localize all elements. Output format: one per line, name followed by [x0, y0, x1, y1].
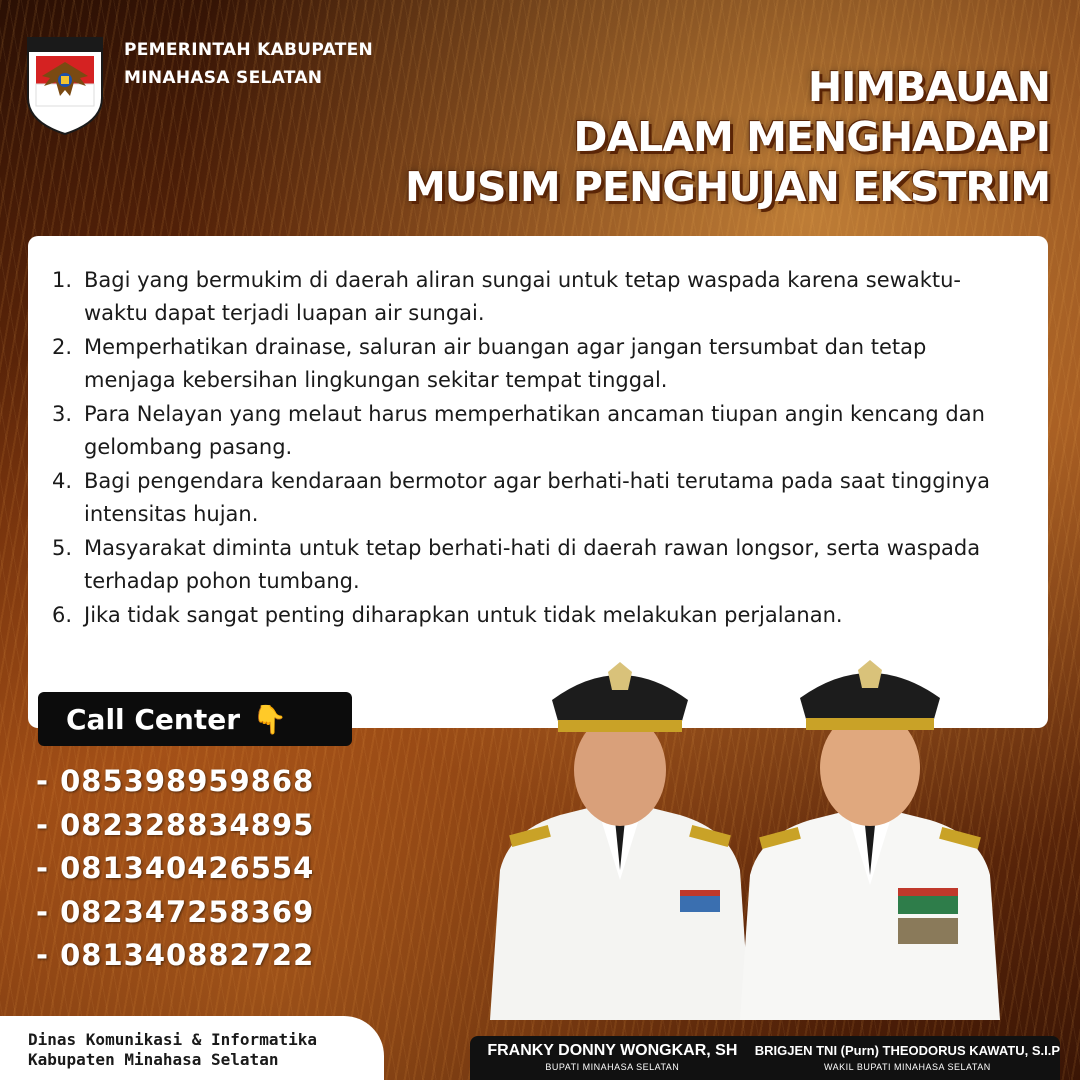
official-name: BRIGJEN TNI (Purn) THEODORUS KAWATU, S.I.P [754, 1043, 1060, 1058]
advisory-text: Bagi pengendara kendaraan bermotor agar berhati-hati terutama pada saat tingginya intensitas hujan. [84, 469, 990, 526]
footer-line1: Dinas Komunikasi & Informatika [28, 1030, 317, 1049]
official-left-caption [470, 1036, 755, 1080]
gov-name-line1: PEMERINTAH KABUPATEN [124, 40, 374, 60]
advisory-text: Bagi yang bermukim di daerah aliran sungai untuk tetap waspada karena sewaktu-waktu dapat terjadi luapan air sungai. [84, 268, 961, 325]
advisory-number: 6. [52, 603, 73, 627]
regency-emblem-logo [26, 36, 104, 136]
official-name: FRANKY DONNY WONGKAR, SH [487, 1042, 738, 1059]
official-left-figure [490, 662, 750, 1020]
advisory-item [52, 331, 1024, 397]
headline-line2: DALAM MENGHADAPI [573, 113, 1050, 161]
advisory-item [52, 599, 1024, 632]
phone-number[interactable]: - 081340426554 [36, 851, 315, 885]
advisory-number: 1. [52, 268, 73, 292]
call-center-label [38, 692, 352, 746]
official-right-figure [740, 660, 1000, 1020]
advisory-item [52, 398, 1024, 464]
government-name [124, 36, 373, 92]
footer-line2: Kabupaten Minahasa Selatan [28, 1050, 279, 1069]
gov-name-line2: MINAHASA SELATAN [124, 68, 323, 88]
advisory-item [52, 532, 1024, 598]
headline [405, 62, 1050, 212]
advisory-text: Masyarakat diminta untuk tetap berhati-hati di daerah rawan longsor, serta waspada terhadap pohon tumbang. [84, 536, 981, 593]
advisory-item [52, 465, 1024, 531]
official-role: WAKIL BUPATI MINAHASA SELATAN [824, 1062, 991, 1072]
phone-list [36, 760, 314, 978]
official-right-caption [755, 1036, 1060, 1080]
advisory-list [52, 264, 1024, 632]
officials-name-bar [470, 1036, 1060, 1080]
advisory-item [52, 264, 1024, 330]
official-role: BUPATI MINAHASA SELATAN [545, 1062, 680, 1072]
officials-portrait [470, 650, 1060, 1020]
pointing-down-hand-icon: 👇 [252, 702, 287, 736]
advisory-number: 2. [52, 335, 73, 359]
phone-number[interactable]: - 082328834895 [36, 807, 315, 842]
advisory-text: Jika tidak sangat penting diharapkan untuk tidak melakukan perjalanan. [84, 603, 843, 627]
phone-number[interactable]: - 081340882722 [36, 938, 315, 972]
phone-number[interactable]: - 085398959868 [36, 764, 315, 798]
footer-agency [0, 1016, 384, 1080]
headline-line3: MUSIM PENGHUJAN EKSTRIM [404, 163, 1050, 211]
advisory-number: 3. [52, 402, 73, 426]
advisory-text: Memperhatikan drainase, saluran air buangan agar jangan tersumbat dan tetap menjaga kebersihan lingkungan sekitar tempat tinggal. [84, 335, 927, 392]
advisory-number: 4. [52, 469, 73, 493]
call-center-text: Call Center [66, 702, 241, 736]
advisory-text: Para Nelayan yang melaut harus memperhatikan ancaman tiupan angin kencang dan gelombang pasang. [84, 402, 985, 459]
advisory-number: 5. [52, 536, 73, 560]
headline-line1: HIMBAUAN [807, 63, 1050, 111]
phone-number[interactable]: - 082347258369 [36, 894, 315, 929]
